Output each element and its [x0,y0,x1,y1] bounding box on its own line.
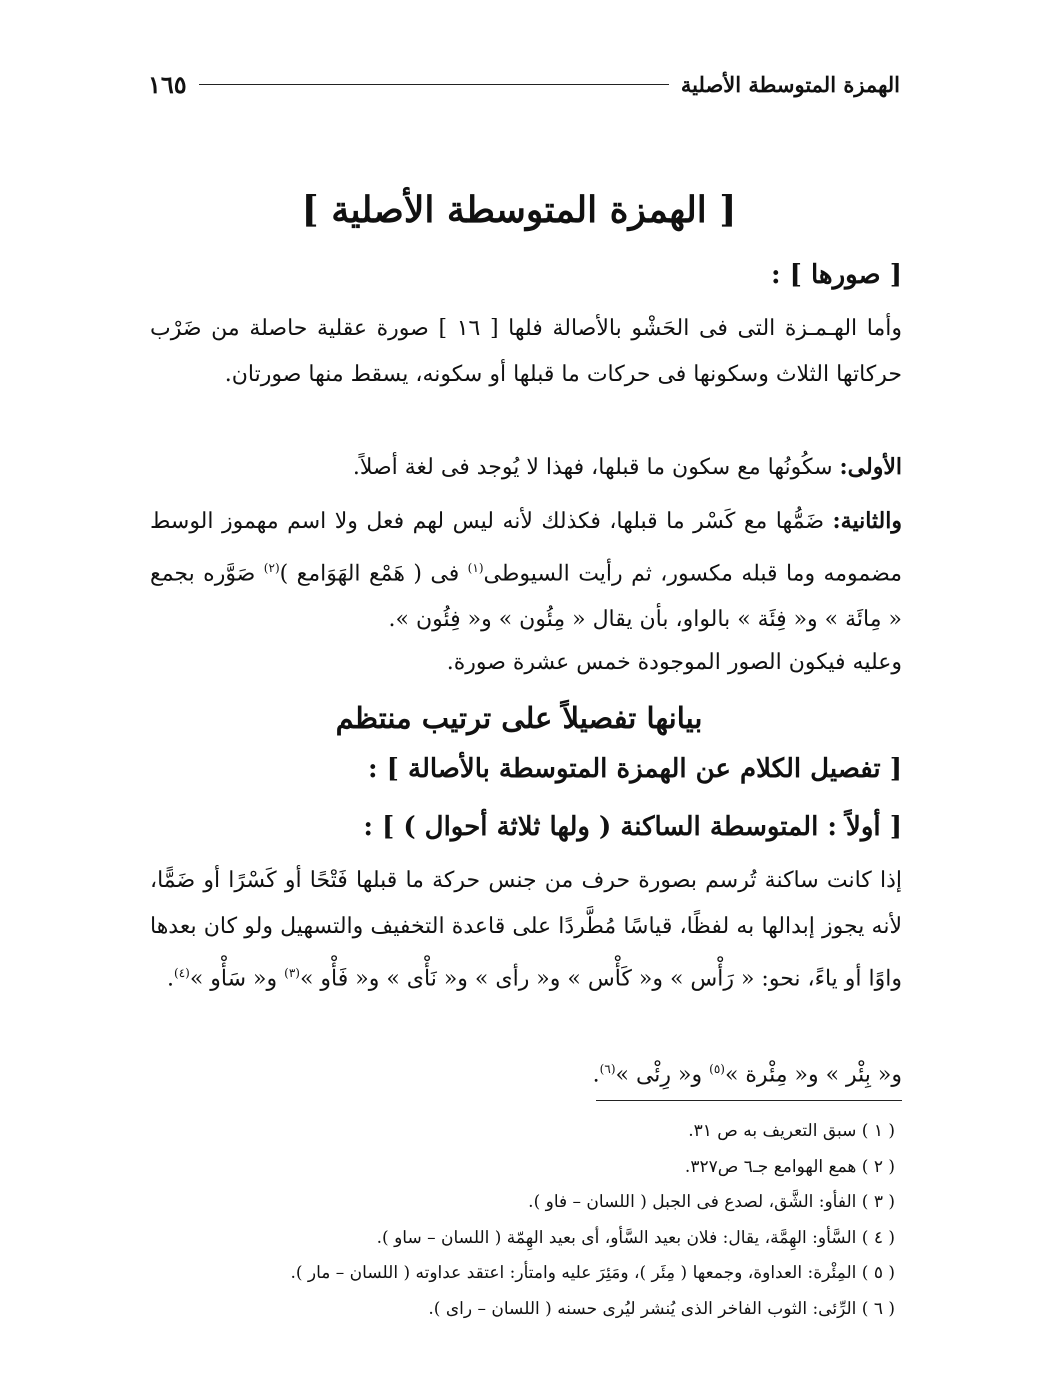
first-case-examples-line [150,1046,902,1098]
second-form-text-a: ضَمُّها مع كَسْر ما قبلها، فكذلك لأنه ليس لهم فعل ولا اسم مهموز الوسط مضمومه وما قبله مكسور، ثم رأيت السيوطى [150,509,903,587]
chapter-title: [ الهمزة المتوسطة الأصلية ] [301,189,737,231]
footnote-6: ( ٦ ) الرِّئى: الثوب الفاخر الذى يُنشر ليُرى حسنه ( اللسان – راى ). [428,1298,895,1319]
examples-text-a: و« بِئْر » و« مِئْرة » [724,1062,902,1088]
second-form-paragraph [150,498,902,643]
footnote-ref-5: (٥) [709,1062,725,1076]
second-form-text-b: فى ( هَمْع الهَوَامع ) [279,561,460,587]
footnote-ref-3: (٣) [284,966,300,980]
first-case-text-c: . [167,966,175,992]
first-form-paragraph [150,444,902,491]
examples-text-b: و« رِئْى » [615,1062,703,1088]
footnote-ref-2: (٢) [263,561,280,575]
footnotes [150,1114,895,1327]
first-case-paragraph [150,858,902,1002]
footnote-2: ( ٢ ) همع الهوامع جـ٦ ص٣٢٧. [684,1156,895,1177]
running-title: الهمزة المتوسطة الأصلية [680,71,900,97]
first-form-text: سكُونُها مع سكون ما قبلها، فهذا لا يُوجد فى لغة أصلاً. [352,455,833,480]
first-form-label: الأولى: [839,454,902,480]
conclusion-paragraph: وعليه فيكون الصور الموجودة خمس عشرة صورة. [446,650,902,675]
footnote-ref-6: (٦) [599,1062,616,1076]
forms-heading: [ صورها ] : [770,260,902,290]
second-form-label: والثانية: [832,508,902,534]
examples-text-c: . [592,1062,600,1088]
footnote-1: ( ١ ) سبق التعريف به ص ٣١. [688,1121,895,1141]
footnote-4: ( ٤ ) السَّأو: الهِمَّة، يقال: فلان بعيد السَّأو، أى بعيد الهِمّة ( اللسان – ساو ). [376,1227,895,1248]
footnote-5: ( ٥ ) المِئْرة: العداوة، وجمعها ( مِئَر )، ومَئِرَ عليه وامتأر: اعتقد عداوته ( اللسان – مار ). [290,1263,895,1283]
first-case-text-a: إذا كانت ساكنة تُرسم بصورة حرف من جنس حركة ما قبلها فَتْحًا أو كَسْرًا أو ضَمًّا، لأنه يجوز إبدالها به لفظًا، قياسًا مُطَّردًا على قاعدة التخفيف والتسهيل ولو كان بعدها واوًا أو ياءً، نحو: « رَأْس » و« كَأْس » و« رأى » و« نَأْى » و« فَأْو » [150,868,902,992]
footnote-ref-4: (٤) [174,966,190,980]
footnote-ref-1: (١) [467,561,484,575]
detail-subheading: [ تفصيل الكلام عن الهمزة المتوسطة بالأصالة ] : [368,754,902,784]
second-form-text-c: صَوَّره بجمع « مِائَة » و« فِئَة » بالواو، بأن يقال « مِئُون » و« فِئُون ». [150,561,902,633]
intro-paragraph: وأما الهـمـزة التى فى الحَشْو بالأصالة فلها [ ١٦ ] صورة عقلية حاصلة من ضَرْب حركاتها الثلاث وسكونها فى حركات ما قبلها أو سكونه، يسقط منها صورتان. [150,316,902,387]
detail-heading: بيانها تفصيلاً على ترتيب منتظم [335,701,703,735]
footnote-3: ( ٣ ) الفأو: الشَّق، لصدع فى الجبل ( اللسان – فاو ). [528,1192,895,1212]
header-rule [199,84,669,85]
running-header [148,64,900,104]
first-case-heading: [ أولاً : المتوسطة الساكنة ( ولها ثلاثة أحوال ) ] : [363,812,902,842]
footnote-divider [596,1100,902,1101]
page-number: ١٦٥ [148,69,187,99]
first-case-text-b: و« سَأْو » [189,966,278,992]
